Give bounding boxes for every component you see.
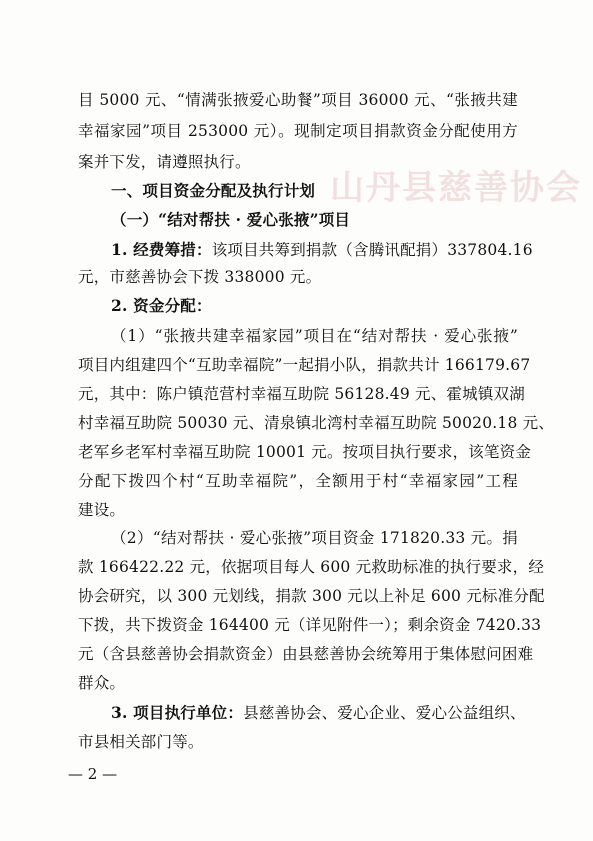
paragraph-line: 市县相关部门等。 (78, 733, 204, 751)
paragraph-line: 元（含县慈善协会捐款资金）由县慈善协会统筹用于集体慰问困难 (78, 645, 534, 663)
paragraph-line: 幸福家园”项目 253000 元）。现制定项目捐款资金分配使用方 (78, 122, 518, 140)
paragraph-line: 村幸福互助院 50030 元、清泉镇北湾村幸福互助院 50020.18 元、 (78, 414, 555, 432)
paragraph-line: （1）“张掖共建幸福家园”项目在“结对帮扶 · 爱心张掖” (111, 327, 518, 345)
paragraph-line: 案并下发，请遵照执行。 (78, 153, 251, 171)
paragraph-line: 群众。 (78, 674, 126, 692)
paragraph-line: 元，其中：陈户镇范营村幸福互助院 56128.49 元、霍城镇双湖 (78, 385, 525, 403)
paragraph-line: 下拨，共下拨资金 164400 元（详见附件一）；剩余资金 7420.33 (78, 616, 542, 634)
paragraph-line: 老军乡老军村幸福互助院 10001 元。按项目执行要求，该笔资金 (78, 443, 532, 461)
paragraph-line: （2）“结对帮扶 · 爱心张掖”项目资金 171820.33 元。捐 (111, 529, 518, 547)
subsection-heading: （一）“结对帮扶 · 爱心张掖”项目 (111, 210, 351, 229)
executor-line (111, 703, 526, 723)
section-heading: 一、项目资金分配及执行计划 (111, 182, 316, 200)
stamp-watermark: 山丹县慈善协会 (330, 168, 582, 208)
paragraph-line: 建设。 (78, 501, 126, 519)
executor-label: 3. 项目执行单位： (111, 703, 244, 722)
funding-label: 1. 经费筹措： (111, 240, 212, 259)
paragraph-line: 项目内组建四个“互助幸福院”一起捐小队，捐款共计 166179.67 (78, 356, 531, 374)
funding-line (111, 240, 533, 260)
executor-text: 县慈善协会、爱心企业、爱心公益组织、 (243, 704, 526, 722)
paragraph-line: 分配下拨四个村“互助幸福院”，全额用于村“幸福家园”工程 (78, 472, 518, 490)
paragraph-line: 目 5000 元、“情满张掖爱心助餐”项目 36000 元、“张掖共建 (78, 91, 518, 109)
paragraph-line: 款 166422.22 元，依据项目每人 600 元救助标准的执行要求，经 (78, 558, 545, 576)
paragraph-line: 元，市慈善协会下拨 338000 元。 (78, 268, 322, 286)
funding-text: 该项目共筹到捐款（含腾讯配捐）337804.16 (211, 241, 533, 259)
paragraph-line: 协会研究，以 300 元划线，捐款 300 元以上补足 600 元标准分配 (78, 587, 545, 605)
allocation-heading: 2. 资金分配： (111, 296, 212, 315)
page-number: — 2 — (68, 765, 118, 783)
